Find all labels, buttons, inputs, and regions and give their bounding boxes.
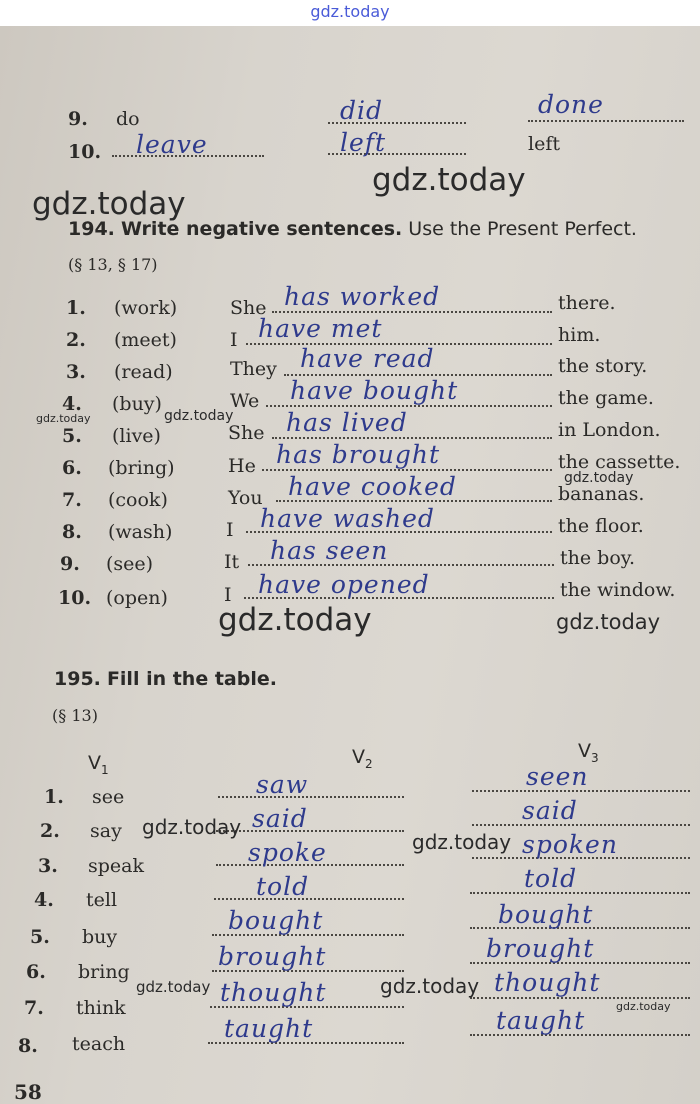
row-subject: They [230, 358, 277, 380]
row-subject: We [230, 390, 260, 412]
watermark: gdz.today [556, 610, 661, 634]
answer-line [218, 796, 404, 798]
exercise-195-heading [54, 668, 277, 690]
row-rest: the floor. [558, 515, 644, 537]
answer-line [470, 892, 690, 894]
row-rest: the boy. [560, 547, 636, 569]
row-verb: (buy) [112, 393, 162, 415]
row-number: 8. [62, 521, 82, 543]
row-verb: (cook) [108, 489, 168, 511]
row-rest: him. [558, 324, 601, 346]
answer-line [272, 311, 552, 313]
handwritten-answer: have read [300, 344, 435, 373]
answer-line [216, 830, 404, 832]
handwritten-v2: saw [256, 770, 309, 799]
row-number: 8. [18, 1035, 38, 1057]
row-number: 3. [38, 855, 58, 877]
handwritten-answer: has seen [270, 536, 389, 565]
row-subject: She [228, 422, 265, 444]
handwritten-answer: have washed [260, 504, 435, 533]
row-number: 6. [62, 457, 82, 479]
answer-line [472, 824, 690, 826]
row-subject: You [228, 487, 263, 509]
watermark: gdz.today [372, 162, 526, 198]
handwritten-v3: brought [486, 934, 595, 963]
handwritten-answer: have cooked [288, 472, 457, 501]
handwritten-v2: taught [224, 1014, 314, 1043]
handwritten-answer: have met [258, 314, 383, 343]
handwritten-answer: left [340, 128, 387, 157]
row-number: 1. [44, 786, 64, 808]
handwritten-v2: brought [218, 942, 327, 971]
answer-line [262, 469, 552, 471]
column-header-v3: $V_3$ [578, 740, 599, 765]
verb-v1: speak [88, 855, 144, 877]
handwritten-v2: bought [228, 906, 324, 935]
watermark: gdz.today [564, 470, 634, 486]
verb-v1: say [90, 820, 122, 842]
watermark: gdz.today [164, 408, 234, 424]
verb-v1: tell [86, 889, 118, 911]
exercise-title: Fill in the table. [106, 668, 277, 690]
prev-row-number: 9. [68, 108, 88, 130]
row-number: 2. [40, 820, 60, 842]
top-bar [0, 0, 700, 26]
column-header-v2: $V_2$ [352, 746, 373, 771]
row-number: 5. [62, 425, 82, 447]
answer-line [272, 437, 552, 439]
handwritten-v3: seen [526, 762, 589, 791]
row-number: 6. [26, 961, 46, 983]
handwritten-v2: thought [220, 978, 327, 1007]
row-number: 1. [66, 297, 86, 319]
handwritten-answer: has worked [284, 282, 441, 311]
row-verb: (see) [106, 553, 154, 575]
row-subject: I [224, 584, 232, 606]
row-rest: the story. [558, 355, 648, 377]
row-number: 4. [62, 393, 82, 415]
row-subject: I [226, 519, 234, 541]
row-rest: the game. [558, 387, 654, 409]
row-verb: (meet) [114, 329, 177, 351]
row-verb: (wash) [108, 521, 173, 543]
answer-line [528, 120, 684, 122]
row-number: 10. [58, 587, 92, 609]
row-number: 7. [62, 489, 82, 511]
row-subject: I [230, 329, 238, 351]
verb-v1: buy [82, 926, 118, 948]
row-verb: (read) [114, 361, 173, 383]
row-rest: the window. [560, 579, 676, 601]
watermark: gdz.today [218, 602, 372, 638]
page-number: 58 [14, 1080, 42, 1104]
verb-v1: see [92, 786, 125, 808]
row-rest: there. [558, 292, 616, 314]
watermark: gdz.today [36, 412, 91, 425]
row-rest: the cassette. [558, 451, 681, 473]
row-rest: bananas. [558, 483, 645, 505]
watermark: gdz.today [616, 1000, 671, 1013]
verb-v1: bring [78, 961, 130, 983]
watermark: gdz.today [32, 186, 186, 222]
handwritten-answer: done [538, 90, 604, 119]
row-number: 9. [60, 553, 80, 575]
row-number: 3. [66, 361, 86, 383]
handwritten-v2: spoke [248, 838, 327, 867]
grammar-reference: (§ 13, § 17) [68, 255, 158, 274]
grammar-reference: (§ 13) [52, 706, 98, 725]
verb-v1: teach [72, 1033, 126, 1055]
watermark: gdz.today [136, 978, 211, 996]
handwritten-v3: taught [496, 1006, 586, 1035]
exercise-title: Write negative sentences. [120, 218, 403, 240]
handwritten-answer: leave [136, 130, 208, 159]
exercise-number: 195. [54, 668, 101, 690]
row-verb: (open) [106, 587, 168, 609]
row-number: 5. [30, 926, 50, 948]
handwritten-v3: spoken [522, 830, 618, 859]
exercise-number: 194. [68, 218, 115, 240]
handwritten-v3: bought [498, 900, 594, 929]
watermark: gdz.today [412, 830, 512, 854]
row-verb: (live) [112, 425, 161, 447]
row-subject: She [230, 297, 267, 319]
prev-row-number: 10. [68, 141, 102, 163]
verb-v1: think [76, 997, 126, 1019]
handwritten-v2: told [256, 872, 310, 901]
handwritten-answer: did [340, 96, 384, 125]
answer-line [470, 997, 690, 999]
row-verb: (bring) [108, 457, 175, 479]
row-number: 2. [66, 329, 86, 351]
row-number: 7. [24, 997, 44, 1019]
watermark: gdz.today [380, 974, 480, 998]
handwritten-v3: thought [494, 968, 601, 997]
handwritten-answer: has lived [286, 408, 408, 437]
row-number: 4. [34, 889, 54, 911]
prev-row-base: do [116, 108, 140, 130]
row-subject: It [224, 551, 240, 573]
exercise-instruction: Use the Present Perfect. [408, 218, 637, 240]
handwritten-v3: told [524, 864, 578, 893]
exercise-194-heading [68, 218, 637, 240]
site-banner-link[interactable]: gdz.today [310, 2, 390, 21]
column-header-v1: $V_1$ [88, 752, 109, 777]
answer-line [266, 405, 552, 407]
handwritten-answer: have bought [290, 376, 459, 405]
handwritten-v2: said [252, 804, 308, 833]
row-verb: (work) [114, 297, 178, 319]
watermark: gdz.today [142, 815, 242, 839]
handwritten-v3: said [522, 796, 578, 825]
handwritten-answer: has brought [276, 440, 441, 469]
handwritten-answer: have opened [258, 570, 430, 599]
row-rest: in London. [558, 419, 661, 441]
row-subject: He [228, 455, 256, 477]
prev-row-v3: left [528, 133, 560, 155]
